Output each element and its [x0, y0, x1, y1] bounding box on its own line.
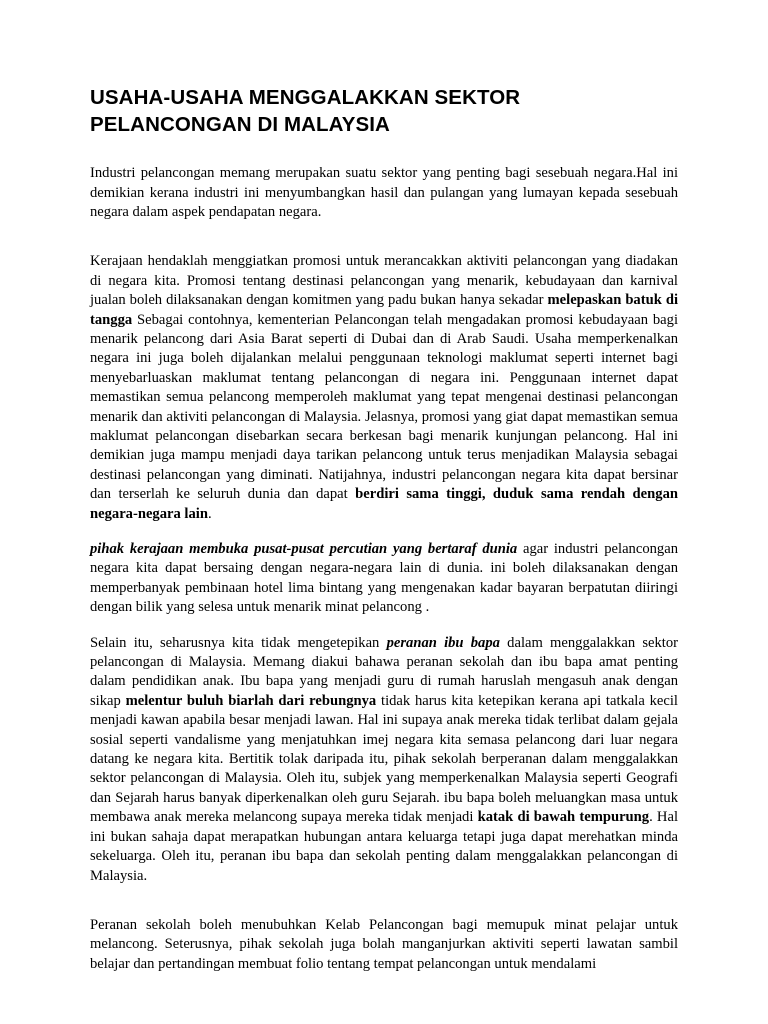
text-run: agar industri pelancongan negara kita dapat bersaing dengan negara-negara lain di dunia. ini boleh dilaksanakan dengan memperbanyak pembinaan hotel lima bintang yang mengenakan kadar bayaran berpatutan diiringi dengan bilik yang selesa untuk menarik minat pelancong . — [90, 541, 678, 616]
text-run: Peranan sekolah boleh menubuhkan Kelab Pelancongan bagi memupuk minat pelajar untuk melancong. Seterusnya, pihak sekolah juga bolah manganjurkan aktiviti seperti lawatan sambil belajar dan pertandingan membuat folio tentang tempat pelancongan untuk mendalami — [90, 916, 678, 972]
paragraph-body-3 — [90, 634, 678, 886]
document-body — [90, 164, 678, 974]
text-run: melentur buluh biarlah dari rebungnya — [125, 692, 377, 709]
paragraph-intro — [90, 164, 678, 222]
text-run: melepaskan batuk di tangga — [90, 292, 679, 328]
text-run: peranan ibu bapa — [386, 634, 500, 651]
text-run: pihak kerajaan membuka pusat-pusat percutian yang bertaraf dunia — [90, 541, 518, 557]
text-run: tidak harus kita ketepikan kerana api tatkala kecil menjadi kawan apabila besar menjadi lawan. Hal ini supaya anak mereka tidak terlibat dalam gejala sosial seperti vandalisme yang menjatuhkan imej negara kita semasa pelancong dari luar negara datang ke negara kita. Bertitik tolak daripada itu, pihak sekolah berperanan dalam menggalakkan sektor pelancongan di Malaysia. Oleh itu, subjek yang memperkenalkan Malaysia seperti Geografi dan Sejarah harus banyak diperkenalkan oleh guru Sejarah. ibu bapa boleh meluangkan masa untuk membawa anak mereka melancong supaya mereka tidak menjadi — [90, 692, 678, 826]
text-run: Kerajaan hendaklah menggiatkan promosi untuk merancakkan aktiviti pelancongan yang diadakan di negara kita. Promosi tentang destinasi pelancongan yang menarik, kebudayaan dan karnival jualan boleh dilaksanakan dengan komitmen yang padu bukan hanya sekadar — [90, 253, 678, 309]
text-run: Selain itu, seharusnya kita tidak mengetepikan — [90, 634, 387, 651]
page-title: USAHA-USAHA MENGGALAKKAN SEKTOR PELANCONGAN DI MALAYSIA — [90, 86, 521, 137]
text-run: katak di bawah tempurung — [477, 809, 650, 826]
paragraph-body-4 — [90, 916, 678, 974]
text-run: Industri pelancongan memang merupakan suatu sektor yang penting bagi sesebuah negara.Hal ini demikian kerana industri ini menyumbangkan hasil dan pulangan yang lumayan kepada sesebuah negara dalam aspek pendapatan negara. — [90, 165, 678, 220]
paragraph-body-2 — [90, 540, 678, 618]
text-run: dalam menggalakkan sektor pelancongan di Malaysia. Memang diakui bahawa peranan sekolah dan ibu bapa amat penting dalam pendidikan anak. Ibu bapa yang menjadi guru di rumah haruslah mengasuh anak dengan sikap — [90, 634, 679, 709]
text-run: . Hal ini bukan sahaja dapat merapatkan hubungan antara keluarga tetapi juga dapat merehatkan minda sekeluarga. Oleh itu, peranan ibu bapa dan sekolah penting dalam menggalakkan pelancongan di Malaysia. — [90, 809, 678, 884]
text-run: Sebagai contohnya, kementerian Pelancongan telah mengadakan promosi kebudayaan bagi menarik pelancong dari Asia Barat seperti di Dubai dan di Arab Saudi. Usaha memperkenalkan negara ini juga boleh dijalankan melalui penggunaan teknologi maklumat seperti internet bagi menyebarluaskan maklumat tentang pelancongan di negara ini. Penggunaan internet dapat memastikan semua pelancong memperoleh maklumat yang tepat mengenai destinasi pelancongan menarik dan aktiviti pelancongan di Malaysia. Jelasnya, promosi yang giat dapat memastikan semua maklumat pelancongan disebarkan secara berkesan bagi menarik kunjungan pelancong. Hal ini demikian juga mampu menjadi daya tarikan pelancong untuk terus menjadikan Malaysia sebagai destinasi pelancongan yang diminati. Natijahnya, industri pelancongan negara kita dapat bersinar dan terserlah ke seluruh dunia dan dapat — [90, 311, 678, 503]
text-run: berdiri sama tinggi, duduk sama rendah dengan negara-negara lain — [90, 486, 678, 522]
paragraph-body-1 — [90, 252, 678, 524]
text-run: . — [207, 505, 212, 522]
